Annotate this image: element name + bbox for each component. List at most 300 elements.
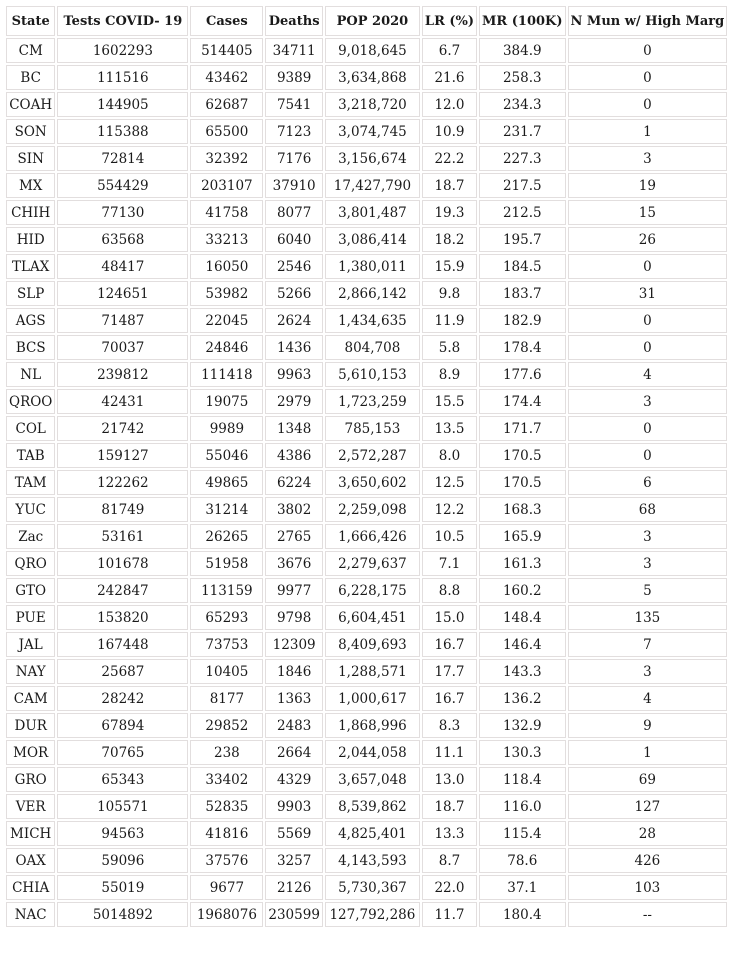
table-row	[6, 605, 727, 630]
cell-mortality-rate: 136.2	[479, 686, 565, 711]
cell-population: 1,434,635	[325, 308, 420, 333]
cell-state: OAX	[6, 848, 55, 873]
table-row	[6, 551, 727, 576]
cell-tests: 28242	[57, 686, 188, 711]
table-row	[6, 875, 727, 900]
cell-tests: 153820	[57, 605, 188, 630]
cell-population: 2,259,098	[325, 497, 420, 522]
cell-cases: 19075	[190, 389, 263, 414]
cell-lethality-rate: 8.8	[422, 578, 477, 603]
cell-population: 2,572,287	[325, 443, 420, 468]
cell-deaths: 7541	[265, 92, 323, 117]
cell-population: 5,610,153	[325, 362, 420, 387]
cell-state: QRO	[6, 551, 55, 576]
cell-state: TAM	[6, 470, 55, 495]
cell-mortality-rate: 177.6	[479, 362, 565, 387]
cell-lethality-rate: 16.7	[422, 632, 477, 657]
cell-mortality-rate: 217.5	[479, 173, 565, 198]
cell-lethality-rate: 21.6	[422, 65, 477, 90]
cell-lethality-rate: 15.9	[422, 254, 477, 279]
cell-lethality-rate: 19.3	[422, 200, 477, 225]
cell-deaths: 2765	[265, 524, 323, 549]
cell-mortality-rate: 160.2	[479, 578, 565, 603]
cell-deaths: 9798	[265, 605, 323, 630]
cell-high-marginalization: 0	[568, 335, 728, 360]
cell-population: 1,000,617	[325, 686, 420, 711]
cell-state: SLP	[6, 281, 55, 306]
cell-lethality-rate: 8.9	[422, 362, 477, 387]
cell-high-marginalization: 26	[568, 227, 728, 252]
table-row	[6, 686, 727, 711]
cell-lethality-rate: 22.2	[422, 146, 477, 171]
table-row	[6, 65, 727, 90]
table-row	[6, 470, 727, 495]
cell-cases: 41758	[190, 200, 263, 225]
cell-cases: 10405	[190, 659, 263, 684]
cell-cases: 65500	[190, 119, 263, 144]
header-row	[6, 6, 727, 36]
cell-mortality-rate: 170.5	[479, 443, 565, 468]
header-tests: Tests COVID- 19	[57, 6, 188, 36]
cell-cases: 24846	[190, 335, 263, 360]
cell-high-marginalization: 69	[568, 767, 728, 792]
cell-lethality-rate: 18.7	[422, 794, 477, 819]
cell-tests: 63568	[57, 227, 188, 252]
cell-population: 6,604,451	[325, 605, 420, 630]
cell-tests: 53161	[57, 524, 188, 549]
cell-deaths: 3676	[265, 551, 323, 576]
cell-cases: 203107	[190, 173, 263, 198]
cell-tests: 105571	[57, 794, 188, 819]
cell-population: 1,380,011	[325, 254, 420, 279]
cell-population: 3,086,414	[325, 227, 420, 252]
cell-cases: 113159	[190, 578, 263, 603]
cell-lethality-rate: 11.1	[422, 740, 477, 765]
cell-lethality-rate: 13.5	[422, 416, 477, 441]
cell-mortality-rate: 168.3	[479, 497, 565, 522]
table-row	[6, 389, 727, 414]
cell-high-marginalization: 0	[568, 65, 728, 90]
cell-lethality-rate: 11.9	[422, 308, 477, 333]
cell-high-marginalization: 127	[568, 794, 728, 819]
cell-deaths: 34711	[265, 38, 323, 63]
cell-tests: 115388	[57, 119, 188, 144]
cell-population: 17,427,790	[325, 173, 420, 198]
cell-cases: 49865	[190, 470, 263, 495]
cell-high-marginalization: 3	[568, 659, 728, 684]
header-high-marginalization: N Mun w/ High Marg	[568, 6, 728, 36]
cell-lethality-rate: 15.5	[422, 389, 477, 414]
cell-deaths: 1846	[265, 659, 323, 684]
cell-state: CHIH	[6, 200, 55, 225]
cell-deaths: 2126	[265, 875, 323, 900]
cell-high-marginalization: 5	[568, 578, 728, 603]
cell-deaths: 3802	[265, 497, 323, 522]
table-row	[6, 902, 727, 927]
cell-cases: 37576	[190, 848, 263, 873]
cell-lethality-rate: 16.7	[422, 686, 477, 711]
header-mortality-rate: MR (100K)	[479, 6, 565, 36]
cell-state: NAC	[6, 902, 55, 927]
cell-tests: 48417	[57, 254, 188, 279]
cell-high-marginalization: 0	[568, 38, 728, 63]
cell-cases: 52835	[190, 794, 263, 819]
cell-mortality-rate: 78.6	[479, 848, 565, 873]
cell-lethality-rate: 8.7	[422, 848, 477, 873]
cell-state: CHIA	[6, 875, 55, 900]
cell-population: 3,801,487	[325, 200, 420, 225]
cell-state: MX	[6, 173, 55, 198]
cell-deaths: 9903	[265, 794, 323, 819]
cell-tests: 55019	[57, 875, 188, 900]
table-row	[6, 38, 727, 63]
cell-tests: 21742	[57, 416, 188, 441]
header-population: POP 2020	[325, 6, 420, 36]
cell-mortality-rate: 227.3	[479, 146, 565, 171]
cell-population: 1,288,571	[325, 659, 420, 684]
cell-lethality-rate: 18.2	[422, 227, 477, 252]
cell-tests: 239812	[57, 362, 188, 387]
cell-tests: 59096	[57, 848, 188, 873]
cell-cases: 51958	[190, 551, 263, 576]
table-row	[6, 200, 727, 225]
cell-state: SON	[6, 119, 55, 144]
table-row	[6, 92, 727, 117]
cell-tests: 124651	[57, 281, 188, 306]
cell-state: MICH	[6, 821, 55, 846]
cell-state: CM	[6, 38, 55, 63]
cell-cases: 9677	[190, 875, 263, 900]
cell-state: GTO	[6, 578, 55, 603]
cell-cases: 22045	[190, 308, 263, 333]
cell-population: 2,279,637	[325, 551, 420, 576]
cell-high-marginalization: 28	[568, 821, 728, 846]
header-deaths: Deaths	[265, 6, 323, 36]
cell-mortality-rate: 37.1	[479, 875, 565, 900]
table-row	[6, 416, 727, 441]
cell-high-marginalization: 135	[568, 605, 728, 630]
cell-cases: 111418	[190, 362, 263, 387]
cell-tests: 70765	[57, 740, 188, 765]
cell-deaths: 3257	[265, 848, 323, 873]
cell-population: 9,018,645	[325, 38, 420, 63]
cell-population: 4,825,401	[325, 821, 420, 846]
cell-tests: 159127	[57, 443, 188, 468]
cell-tests: 122262	[57, 470, 188, 495]
cell-cases: 29852	[190, 713, 263, 738]
cell-cases: 53982	[190, 281, 263, 306]
cell-deaths: 2546	[265, 254, 323, 279]
table-row	[6, 740, 727, 765]
cell-cases: 65293	[190, 605, 263, 630]
cell-state: Zac	[6, 524, 55, 549]
cell-cases: 16050	[190, 254, 263, 279]
table-row	[6, 308, 727, 333]
header-state: State	[6, 6, 55, 36]
cell-state: TAB	[6, 443, 55, 468]
cell-population: 127,792,286	[325, 902, 420, 927]
cell-population: 8,409,693	[325, 632, 420, 657]
table-row	[6, 443, 727, 468]
cell-mortality-rate: 143.3	[479, 659, 565, 684]
cell-tests: 71487	[57, 308, 188, 333]
table-row	[6, 227, 727, 252]
cell-deaths: 5569	[265, 821, 323, 846]
table-row	[6, 524, 727, 549]
cell-cases: 43462	[190, 65, 263, 90]
cell-high-marginalization: 1	[568, 119, 728, 144]
cell-deaths: 2624	[265, 308, 323, 333]
cell-lethality-rate: 15.0	[422, 605, 477, 630]
cell-state: MOR	[6, 740, 55, 765]
cell-cases: 33213	[190, 227, 263, 252]
cell-deaths: 6040	[265, 227, 323, 252]
cell-population: 3,156,674	[325, 146, 420, 171]
cell-cases: 514405	[190, 38, 263, 63]
cell-tests: 77130	[57, 200, 188, 225]
table-row	[6, 254, 727, 279]
cell-deaths: 9977	[265, 578, 323, 603]
cell-population: 6,228,175	[325, 578, 420, 603]
cell-high-marginalization: 0	[568, 308, 728, 333]
cell-high-marginalization: 31	[568, 281, 728, 306]
cell-state: CAM	[6, 686, 55, 711]
cell-tests: 94563	[57, 821, 188, 846]
cell-high-marginalization: 15	[568, 200, 728, 225]
cell-mortality-rate: 180.4	[479, 902, 565, 927]
table-row	[6, 119, 727, 144]
cell-cases: 8177	[190, 686, 263, 711]
cell-high-marginalization: 103	[568, 875, 728, 900]
cell-mortality-rate: 184.5	[479, 254, 565, 279]
cell-lethality-rate: 11.7	[422, 902, 477, 927]
cell-deaths: 5266	[265, 281, 323, 306]
cell-lethality-rate: 5.8	[422, 335, 477, 360]
cell-mortality-rate: 178.4	[479, 335, 565, 360]
cell-cases: 73753	[190, 632, 263, 657]
cell-tests: 70037	[57, 335, 188, 360]
cell-lethality-rate: 10.5	[422, 524, 477, 549]
header-cases: Cases	[190, 6, 263, 36]
cell-tests: 144905	[57, 92, 188, 117]
cell-population: 4,143,593	[325, 848, 420, 873]
cell-mortality-rate: 384.9	[479, 38, 565, 63]
cell-high-marginalization: 6	[568, 470, 728, 495]
table-row	[6, 146, 727, 171]
cell-population: 3,074,745	[325, 119, 420, 144]
cell-tests: 554429	[57, 173, 188, 198]
cell-state: COAH	[6, 92, 55, 117]
cell-state: QROO	[6, 389, 55, 414]
cell-high-marginalization: 0	[568, 443, 728, 468]
cell-state: DUR	[6, 713, 55, 738]
cell-population: 1,723,259	[325, 389, 420, 414]
cell-tests: 25687	[57, 659, 188, 684]
cell-high-marginalization: 1	[568, 740, 728, 765]
table-row	[6, 632, 727, 657]
cell-tests: 1602293	[57, 38, 188, 63]
cell-deaths: 9389	[265, 65, 323, 90]
cell-mortality-rate: 165.9	[479, 524, 565, 549]
cell-tests: 5014892	[57, 902, 188, 927]
cell-cases: 9989	[190, 416, 263, 441]
cell-mortality-rate: 148.4	[479, 605, 565, 630]
cell-mortality-rate: 170.5	[479, 470, 565, 495]
cell-lethality-rate: 12.2	[422, 497, 477, 522]
cell-population: 5,730,367	[325, 875, 420, 900]
cell-tests: 111516	[57, 65, 188, 90]
cell-deaths: 12309	[265, 632, 323, 657]
cell-state: HID	[6, 227, 55, 252]
cell-deaths: 2664	[265, 740, 323, 765]
cell-state: YUC	[6, 497, 55, 522]
table-body	[6, 38, 727, 927]
cell-high-marginalization: 3	[568, 146, 728, 171]
cell-mortality-rate: 234.3	[479, 92, 565, 117]
cell-cases: 1968076	[190, 902, 263, 927]
cell-lethality-rate: 12.0	[422, 92, 477, 117]
table-row	[6, 848, 727, 873]
cell-cases: 33402	[190, 767, 263, 792]
cell-deaths: 9963	[265, 362, 323, 387]
cell-cases: 26265	[190, 524, 263, 549]
table-row	[6, 497, 727, 522]
cell-tests: 72814	[57, 146, 188, 171]
cell-high-marginalization: 3	[568, 551, 728, 576]
cell-mortality-rate: 183.7	[479, 281, 565, 306]
cell-lethality-rate: 17.7	[422, 659, 477, 684]
cell-state: SIN	[6, 146, 55, 171]
cell-mortality-rate: 118.4	[479, 767, 565, 792]
cell-high-marginalization: 9	[568, 713, 728, 738]
cell-deaths: 4386	[265, 443, 323, 468]
cell-high-marginalization: 3	[568, 389, 728, 414]
cell-lethality-rate: 8.0	[422, 443, 477, 468]
table-row	[6, 362, 727, 387]
cell-state: PUE	[6, 605, 55, 630]
cell-cases: 32392	[190, 146, 263, 171]
cell-population: 1,868,996	[325, 713, 420, 738]
table-row	[6, 794, 727, 819]
table-row	[6, 659, 727, 684]
cell-mortality-rate: 212.5	[479, 200, 565, 225]
cell-deaths: 6224	[265, 470, 323, 495]
cell-lethality-rate: 13.0	[422, 767, 477, 792]
cell-high-marginalization: 4	[568, 362, 728, 387]
cell-deaths: 4329	[265, 767, 323, 792]
table-row	[6, 767, 727, 792]
cell-high-marginalization: 0	[568, 92, 728, 117]
cell-high-marginalization: 426	[568, 848, 728, 873]
cell-cases: 62687	[190, 92, 263, 117]
cell-lethality-rate: 8.3	[422, 713, 477, 738]
cell-deaths: 2483	[265, 713, 323, 738]
cell-mortality-rate: 231.7	[479, 119, 565, 144]
cell-population: 804,708	[325, 335, 420, 360]
cell-state: GRO	[6, 767, 55, 792]
cell-deaths: 37910	[265, 173, 323, 198]
cell-cases: 41816	[190, 821, 263, 846]
cell-high-marginalization: 0	[568, 416, 728, 441]
cell-lethality-rate: 10.9	[422, 119, 477, 144]
cell-lethality-rate: 22.0	[422, 875, 477, 900]
cell-state: COL	[6, 416, 55, 441]
cell-tests: 81749	[57, 497, 188, 522]
cell-high-marginalization: 19	[568, 173, 728, 198]
cell-deaths: 7176	[265, 146, 323, 171]
header-lethality-rate: LR (%)	[422, 6, 477, 36]
table-row	[6, 281, 727, 306]
table-row	[6, 578, 727, 603]
cell-state: BCS	[6, 335, 55, 360]
cell-high-marginalization: 68	[568, 497, 728, 522]
cell-deaths: 2979	[265, 389, 323, 414]
cell-mortality-rate: 182.9	[479, 308, 565, 333]
cell-state: TLAX	[6, 254, 55, 279]
cell-high-marginalization: 4	[568, 686, 728, 711]
cell-tests: 42431	[57, 389, 188, 414]
cell-population: 3,650,602	[325, 470, 420, 495]
cell-mortality-rate: 115.4	[479, 821, 565, 846]
cell-deaths: 230599	[265, 902, 323, 927]
cell-lethality-rate: 12.5	[422, 470, 477, 495]
cell-cases: 55046	[190, 443, 263, 468]
cell-state: AGS	[6, 308, 55, 333]
cell-cases: 238	[190, 740, 263, 765]
cell-population: 2,044,058	[325, 740, 420, 765]
table-row	[6, 713, 727, 738]
cell-lethality-rate: 6.7	[422, 38, 477, 63]
cell-lethality-rate: 7.1	[422, 551, 477, 576]
cell-mortality-rate: 195.7	[479, 227, 565, 252]
cell-state: NAY	[6, 659, 55, 684]
cell-population: 8,539,862	[325, 794, 420, 819]
cell-tests: 67894	[57, 713, 188, 738]
cell-deaths: 8077	[265, 200, 323, 225]
cell-deaths: 7123	[265, 119, 323, 144]
cell-mortality-rate: 171.7	[479, 416, 565, 441]
cell-state: BC	[6, 65, 55, 90]
cell-mortality-rate: 146.4	[479, 632, 565, 657]
cell-mortality-rate: 174.4	[479, 389, 565, 414]
cell-deaths: 1436	[265, 335, 323, 360]
cell-population: 3,218,720	[325, 92, 420, 117]
cell-high-marginalization: 7	[568, 632, 728, 657]
cell-population: 1,666,426	[325, 524, 420, 549]
cell-tests: 167448	[57, 632, 188, 657]
cell-tests: 101678	[57, 551, 188, 576]
covid-state-table	[4, 4, 729, 929]
cell-deaths: 1348	[265, 416, 323, 441]
cell-population: 3,657,048	[325, 767, 420, 792]
cell-mortality-rate: 116.0	[479, 794, 565, 819]
table-row	[6, 335, 727, 360]
cell-tests: 65343	[57, 767, 188, 792]
cell-mortality-rate: 130.3	[479, 740, 565, 765]
cell-population: 3,634,868	[325, 65, 420, 90]
cell-high-marginalization: --	[568, 902, 728, 927]
cell-population: 2,866,142	[325, 281, 420, 306]
cell-high-marginalization: 3	[568, 524, 728, 549]
cell-tests: 242847	[57, 578, 188, 603]
cell-lethality-rate: 13.3	[422, 821, 477, 846]
cell-lethality-rate: 9.8	[422, 281, 477, 306]
cell-state: VER	[6, 794, 55, 819]
cell-mortality-rate: 258.3	[479, 65, 565, 90]
cell-state: NL	[6, 362, 55, 387]
table-row	[6, 173, 727, 198]
cell-state: JAL	[6, 632, 55, 657]
